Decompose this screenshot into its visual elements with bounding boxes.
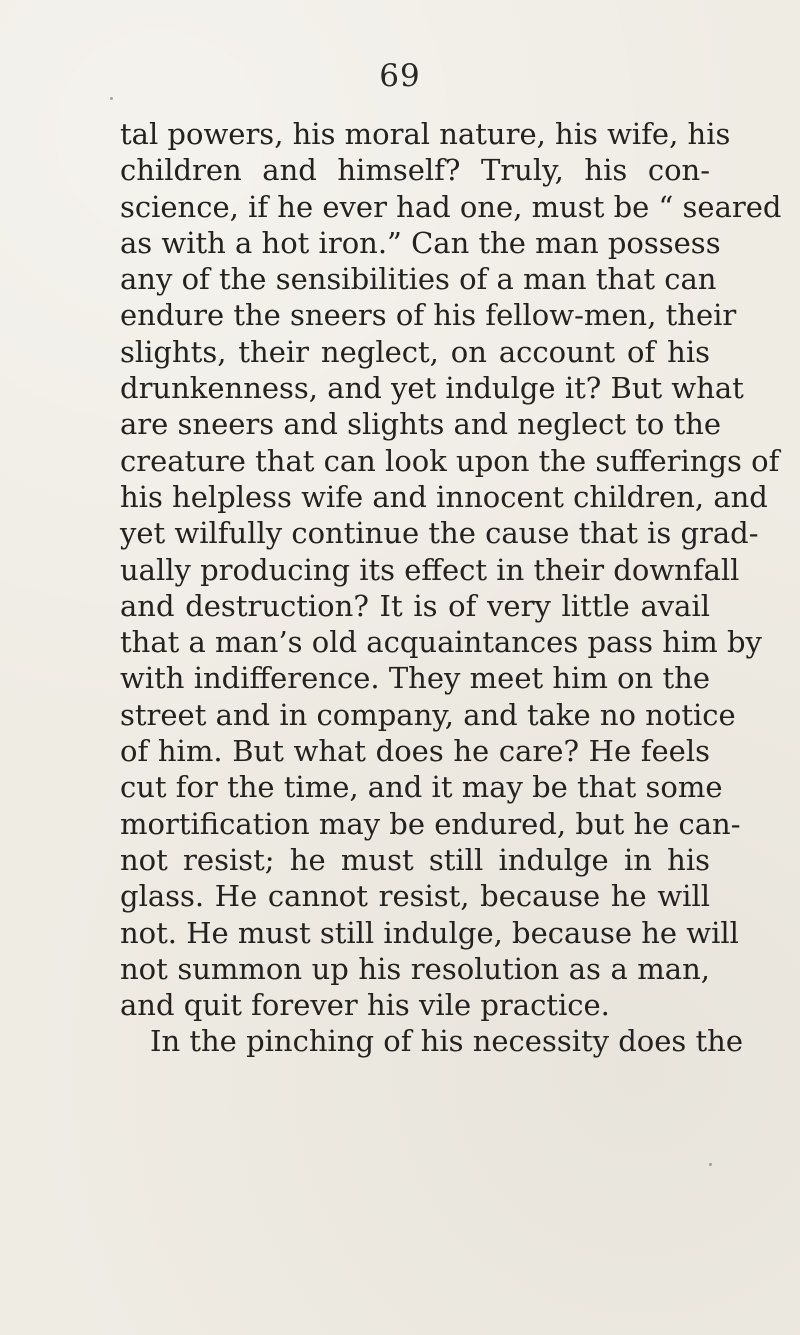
- text-line: tal powers, his moral nature, his wife, his: [120, 117, 731, 151]
- text-line: glass. He cannot resist, because he will: [120, 879, 710, 914]
- text-line: science, if he ever had one, must be “ seared: [120, 189, 782, 224]
- text-line: street and in company, and take no notice: [120, 697, 736, 732]
- text-line: creature that can look upon the sufferings of: [120, 443, 780, 478]
- text-line: his helpless wife and innocent children, and: [120, 479, 768, 514]
- margin-speck: [110, 97, 113, 100]
- text-line: drunkenness, and yet indulge it? But what: [120, 371, 744, 406]
- text-line: are sneers and slights and neglect to the: [120, 407, 722, 442]
- text-line: of him. But what does he care? He feels: [120, 734, 710, 769]
- paragraph-start-line: In the pinching of his necessity does the: [150, 1024, 744, 1059]
- text-line: any of the sensibilities of a man that can: [120, 262, 717, 297]
- text-line: not. He must still indulge, because he will: [120, 915, 739, 950]
- text-line: mortification may be endured, but he can-: [120, 806, 741, 841]
- text-line: not resist; he must still indulge in his: [120, 842, 710, 877]
- margin-speck: [709, 1163, 712, 1166]
- text-line: children and himself? Truly, his con-: [120, 153, 710, 188]
- paragraph-end-line: and quit forever his vile practice.: [120, 988, 610, 1023]
- body-text: [120, 116, 782, 1060]
- text-line: not summon up his resolution as a man,: [120, 951, 710, 986]
- text-line: slights, their neglect, on account of his: [120, 334, 710, 369]
- page-number: 69: [379, 58, 421, 94]
- text-line: and destruction? It is of very little avail: [120, 588, 710, 623]
- text-line: ually producing its effect in their downfall: [120, 552, 740, 587]
- text-line: endure the sneers of his fellow-men, their: [120, 298, 737, 333]
- text-line: with indifference. They meet him on the: [120, 661, 710, 696]
- text-line: that a man’s old acquaintances pass him by: [120, 625, 762, 660]
- text-line: yet wilfully continue the cause that is grad-: [120, 516, 759, 551]
- text-line: as with a hot iron.” Can the man possess: [120, 225, 721, 260]
- text-line: cut for the time, and it may be that some: [120, 770, 723, 805]
